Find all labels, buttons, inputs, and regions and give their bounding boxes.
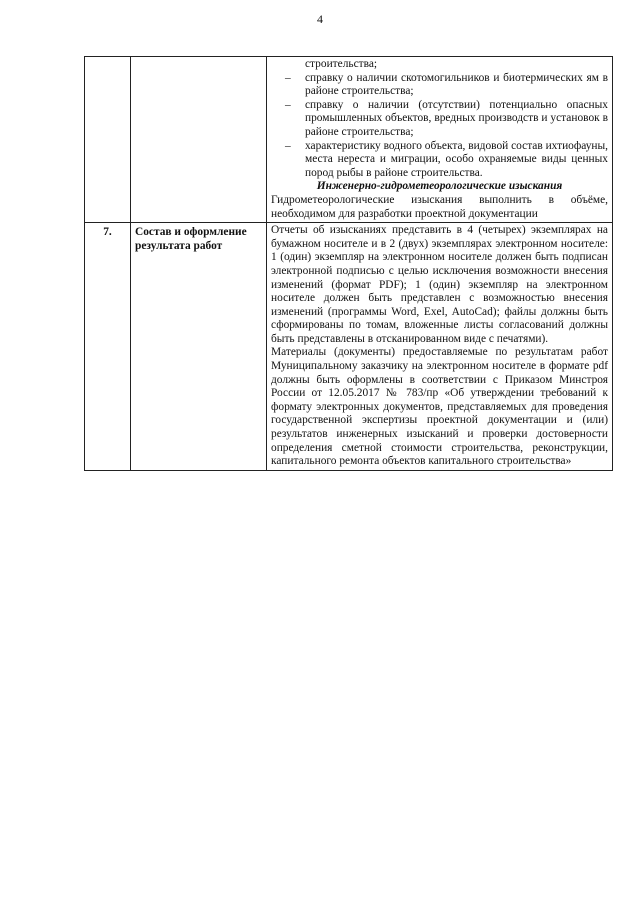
row-content-cell bbox=[267, 57, 613, 223]
row-label-cell: Состав и оформление результата работ bbox=[131, 223, 267, 471]
bullet-list bbox=[271, 72, 608, 181]
table-row bbox=[85, 223, 613, 471]
row-label-cell bbox=[131, 57, 267, 223]
paragraph: Гидрометеорологические изыскания выполнить в объёме, необходимом для разработки проектной документации bbox=[271, 193, 608, 220]
page-number: 4 bbox=[317, 12, 323, 26]
table-row bbox=[85, 57, 613, 223]
row-content-cell bbox=[267, 223, 613, 471]
paragraph: Отчеты об изысканиях представить в 4 (четырех) экземплярах на бумажном носителе и в 2 (двух) экземплярах электронном носителе: 1 (один) экземпляр на электронном носителе должен быть подписан электронной подписью с целью исключения возможности внесения изменений (формат PDF); 1 (один) экземпляр на электронном носителе должен быть представлен с возможностью внесения изменений (программы Word, Exel, AutoCad); файлы должны быть сформированы по томам, вложенные листы согласований должны быть представлены в отсканированном виде с печатями). bbox=[271, 224, 608, 345]
continuation-text: строительства; bbox=[305, 58, 378, 70]
list-item: – справку о наличии (отсутствии) потенциально опасных промышленных объектов, вредных производств и установок в районе строительства; bbox=[271, 99, 608, 140]
paragraph: Материалы (документы) предоставляемые по результатам работ Муниципальному заказчику на электронном носителе в формате pdf должны быть оформлены в соответствии с Приказом Минстроя России от 12.05.2017 № 783/пр «Об утверждении требований к формату электронных документов, представляемых для проведения государственной экспертизы проектной документации и (или) результатов инженерных изысканий и проверки достоверности определения сметной стоимости строительства, реконструкции, капитального ремонта объектов капитального строительства» bbox=[271, 346, 608, 468]
row-number-cell: 7. bbox=[85, 223, 131, 471]
section-heading: Инженерно-гидрометеорологические изыскания bbox=[316, 180, 563, 193]
row-number-cell bbox=[85, 57, 131, 223]
list-item: – характеристику водного объекта, видовой состав ихтиофауны, места нереста и миграции, особо охраняемые виды ценных пород рыбы в районе строительства. bbox=[271, 140, 608, 181]
requirements-table bbox=[84, 56, 613, 471]
list-item: – справку о наличии скотомогильников и биотермических ям в районе строительства; bbox=[271, 72, 608, 99]
